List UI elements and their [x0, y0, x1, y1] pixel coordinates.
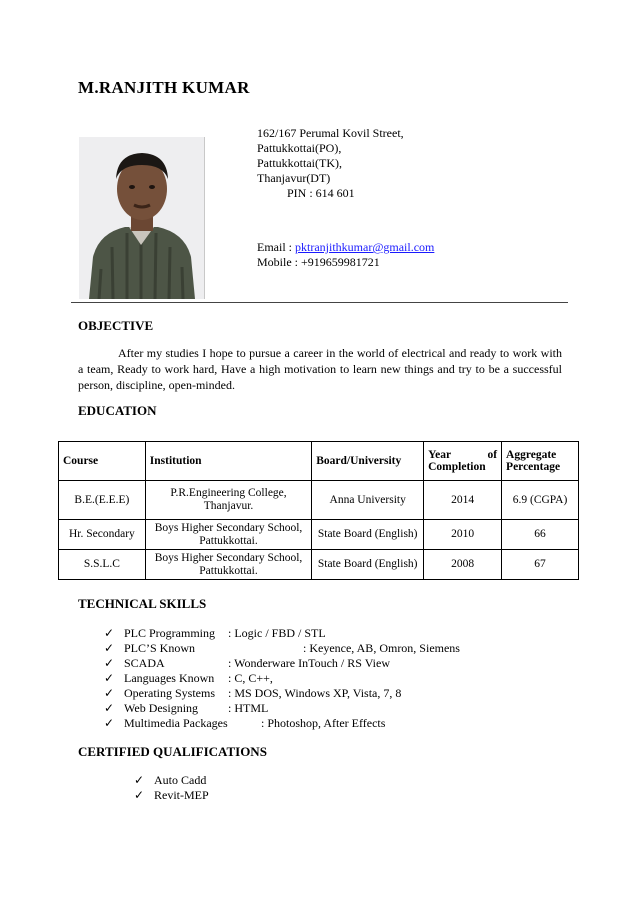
table-cell: 66	[502, 520, 579, 550]
list-item	[104, 701, 460, 716]
certifications-list	[134, 773, 209, 803]
skill-label: Web Designing	[124, 701, 199, 715]
skills-list	[104, 626, 460, 731]
email-label: Email :	[257, 240, 295, 254]
table-cell: 2014	[424, 481, 502, 520]
header-divider	[71, 302, 568, 303]
education-heading: EDUCATION	[78, 403, 157, 418]
address-line: Pattukkottai(PO),	[257, 141, 342, 155]
education-table	[58, 441, 579, 580]
address-line: Pattukkottai(TK),	[257, 156, 342, 170]
skill-value: : MS DOS, Windows XP, Vista, 7, 8	[228, 686, 402, 700]
skill-label: PLC Programming	[124, 626, 216, 640]
list-item	[104, 626, 460, 641]
list-item	[104, 716, 460, 731]
list-item	[134, 773, 209, 788]
skill-label: Multimedia Packages	[124, 716, 228, 730]
table-row	[59, 550, 579, 580]
address-line: Thanjavur(DT)	[257, 171, 331, 185]
mobile-row: Mobile : +919659981721	[257, 255, 380, 269]
column-header: Institution	[145, 442, 311, 481]
check-icon: ✓	[134, 788, 145, 802]
person-portrait-icon	[79, 137, 204, 299]
column-header: Board/University	[312, 442, 424, 481]
list-item	[134, 788, 209, 803]
table-header-row	[59, 442, 579, 481]
table-cell: Anna University	[312, 481, 424, 520]
column-header: Aggregate Percentage	[502, 442, 579, 481]
table-cell: Hr. Secondary	[59, 520, 146, 550]
skill-label: Operating Systems	[124, 686, 215, 700]
skill-value: : Logic / FBD / STL	[228, 626, 326, 640]
skill-label: Languages Known	[124, 671, 215, 685]
check-icon: ✓	[104, 716, 115, 730]
skill-label: SCADA	[124, 656, 165, 670]
check-icon: ✓	[104, 686, 115, 700]
table-cell: B.E.(E.E.E)	[59, 481, 146, 520]
column-header: Course	[59, 442, 146, 481]
objective-text	[78, 345, 562, 393]
skill-value: : Photoshop, After Effects	[261, 716, 386, 730]
list-item	[104, 686, 460, 701]
profile-photo	[79, 137, 205, 299]
certification-label: Auto Cadd	[154, 773, 207, 787]
skill-value: : C, C++,	[228, 671, 273, 685]
table-cell: 2008	[424, 550, 502, 580]
table-cell: State Board (English)	[312, 520, 424, 550]
table-row	[59, 520, 579, 550]
address-pin: PIN : 614 601	[287, 186, 355, 200]
list-item	[104, 671, 460, 686]
skill-label: PLC’S Known	[124, 641, 196, 655]
table-cell: Boys Higher Secondary School, Pattukkottai.	[145, 550, 311, 580]
email-row	[257, 240, 434, 255]
table-row	[59, 481, 579, 520]
table-cell: State Board (English)	[312, 550, 424, 580]
check-icon: ✓	[104, 671, 115, 685]
objective-heading: OBJECTIVE	[78, 318, 154, 333]
check-icon: ✓	[104, 626, 115, 640]
technical-skills-heading: TECHNICAL SKILLS	[78, 596, 207, 611]
skill-value: : Keyence, AB, Omron, Siemens	[303, 641, 460, 655]
table-cell: S.S.L.C	[59, 550, 146, 580]
column-header: Year of Completion	[424, 442, 502, 481]
table-cell: 6.9 (CGPA)	[502, 481, 579, 520]
check-icon: ✓	[104, 656, 115, 670]
objective-paragraph: After my studies I hope to pursue a career in the world of electrical and ready to work with a team, Ready to work hard, Have a high motivation to learn new things and try to be a successful person, discipline, open-minded.	[78, 346, 562, 392]
list-item	[104, 641, 460, 656]
table-cell: 67	[502, 550, 579, 580]
certified-heading: CERTIFIED QUALIFICATIONS	[78, 744, 267, 759]
contact-info	[257, 240, 434, 270]
postal-address	[257, 126, 404, 201]
table-cell: Boys Higher Secondary School, Pattukkottai.	[145, 520, 311, 550]
list-item	[104, 656, 460, 671]
table-cell: P.R.Engineering College, Thanjavur.	[145, 481, 311, 520]
skill-value: : HTML	[228, 701, 269, 715]
address-line: 162/167 Perumal Kovil Street,	[257, 126, 404, 140]
candidate-name: M.RANJITH KUMAR	[78, 78, 250, 97]
check-icon: ✓	[104, 701, 115, 715]
table-cell: 2010	[424, 520, 502, 550]
skill-value: : Wonderware InTouch / RS View	[228, 656, 390, 670]
email-link[interactable]: pktranjithkumar@gmail.com	[295, 240, 435, 254]
check-icon: ✓	[134, 773, 145, 787]
certification-label: Revit-MEP	[154, 788, 209, 802]
check-icon: ✓	[104, 641, 115, 655]
